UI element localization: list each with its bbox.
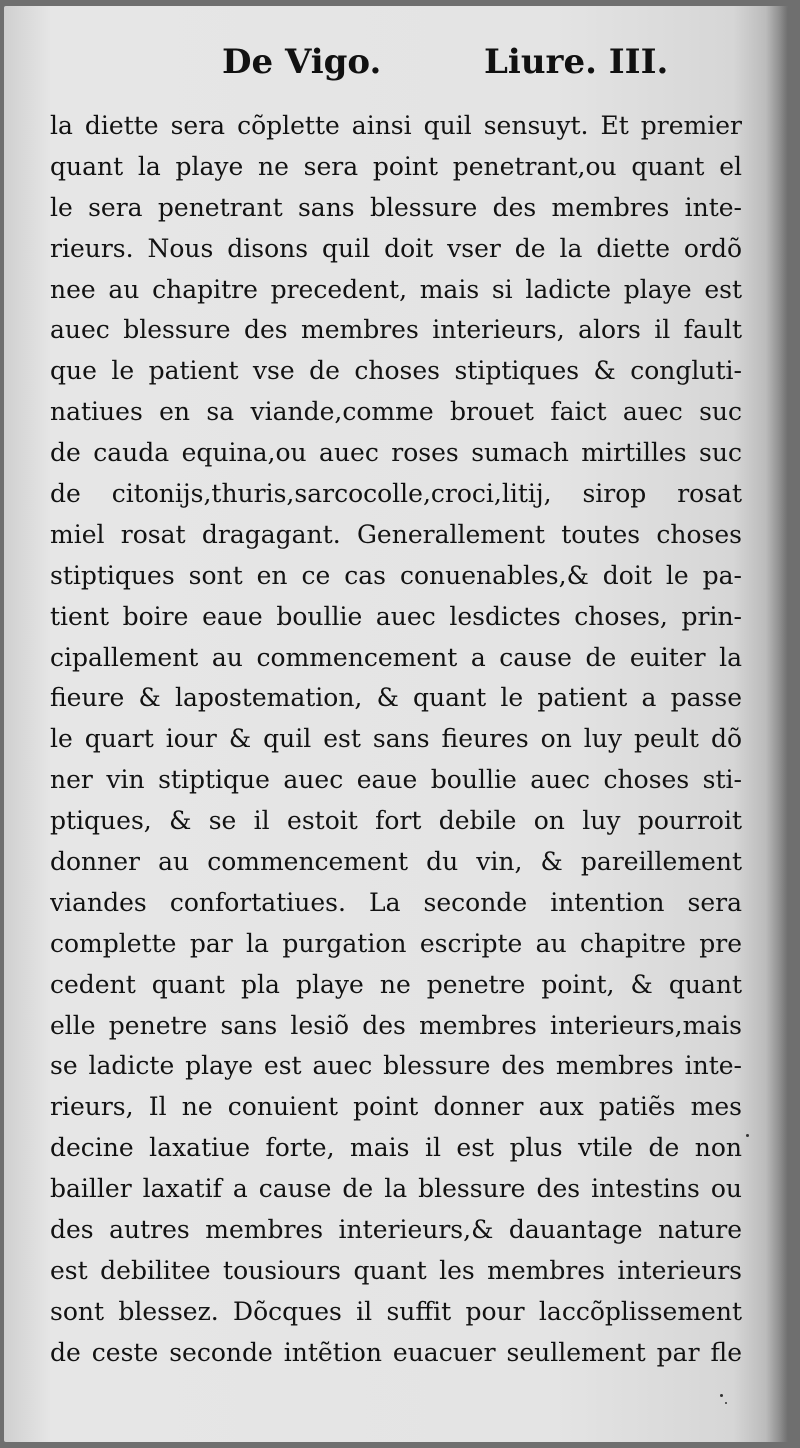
page-gutter-shadow xyxy=(766,6,788,1442)
running-header xyxy=(4,36,788,86)
body-text xyxy=(50,106,742,1374)
text-line: decine laxatiue forte, mais il est plus vtile de non xyxy=(50,1133,742,1163)
text-line: fieure & lapostemation, & quant le patient a passe xyxy=(50,683,742,713)
text-line: stiptiques sont en ce cas conuenables,& doit le pa- xyxy=(50,560,742,590)
text-line: rieurs. Nous disons quil doit vser de la diette ordõ xyxy=(50,233,742,263)
text-line: natiues en sa viande,comme brouet faict auec suc xyxy=(50,397,742,427)
text-line: bailler laxatif a cause de la blessure des intestins ou xyxy=(50,1174,742,1204)
ink-speck xyxy=(746,1134,749,1137)
text-line: cipallement au commencement a cause de euiter la xyxy=(50,642,742,672)
text-line: tient boire eaue boullie auec lesdictes choses, prin- xyxy=(50,601,742,631)
text-line: complette par la purgation escripte au chapitre pre xyxy=(50,928,742,958)
text-line: la diette sera cõplette ainsi quil sensuyt. Et premier xyxy=(50,111,742,140)
text-line: elle penetre sans lesiõ des membres interieurs,mais xyxy=(50,1010,742,1040)
text-line: viandes confortatiues. La seconde intention sera xyxy=(50,887,742,917)
book-number: Liure. III. xyxy=(484,42,669,82)
text-line: quant la playe ne sera point penetrant,ou quant el xyxy=(50,151,742,181)
text-line: que le patient vse de choses stiptiques & congluti- xyxy=(50,356,742,386)
text-line: cedent quant pla playe ne penetre point, & quant xyxy=(50,969,742,999)
running-title: De Vigo. xyxy=(222,42,382,82)
text-line: rieurs, Il ne conuient point donner aux patiẽs mes xyxy=(50,1092,742,1122)
text-line: auec blessure des membres interieurs, alors il fault xyxy=(50,315,742,345)
text-line: de citonijs,thuris,sarcocolle,croci,litij, sirop rosat xyxy=(50,479,742,509)
book-page xyxy=(4,6,788,1442)
text-line: est debilitee tousiours quant les membres interieurs xyxy=(50,1255,742,1285)
text-line: donner au commencement du vin, & pareillement xyxy=(50,847,742,877)
text-line: ner vin stiptique auec eaue boullie auec choses sti- xyxy=(50,765,742,795)
ink-speck xyxy=(720,1394,723,1397)
text-line: le sera penetrant sans blessure des membres inte- xyxy=(50,192,742,222)
text-line: de ceste seconde intẽtion euacuer seullement par fle xyxy=(50,1337,742,1367)
text-line: le quart iour & quil est sans fieures on luy peult dõ xyxy=(50,724,742,754)
text-line: de cauda equina,ou auec roses sumach mirtilles suc xyxy=(50,438,742,468)
text-line: ptiques, & se il estoit fort debile on luy pourroit xyxy=(50,806,742,836)
text-line: sont blessez. Dõcques il suffit pour laccõplissement xyxy=(50,1296,742,1326)
text-line: des autres membres interieurs,& dauantage nature xyxy=(50,1215,742,1245)
text-line: se ladicte playe est auec blessure des membres inte- xyxy=(50,1051,742,1081)
ink-speck xyxy=(725,1402,727,1404)
text-line: nee au chapitre precedent, mais si ladicte playe est xyxy=(50,274,742,304)
text-line: miel rosat dragagant. Generallement toutes choses xyxy=(50,519,742,549)
